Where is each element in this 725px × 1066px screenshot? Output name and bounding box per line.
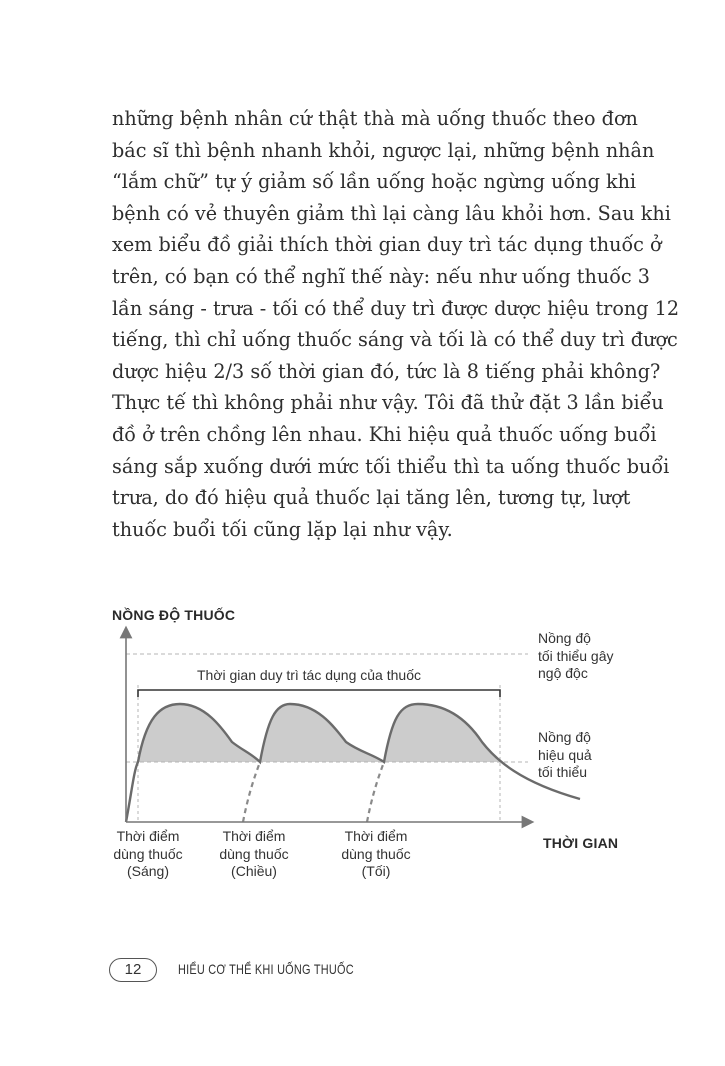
paragraph-line: bác sĩ thì bệnh nhanh khỏi, ngược lại, những bệnh nhân [112, 138, 655, 162]
paragraph-line: bệnh có vẻ thuyên giảm thì lại càng lâu khỏi hơn. Sau khi [112, 201, 671, 225]
paragraph-line: Thực tế thì không phải như vậy. Tôi đã thử đặt 3 lần biểu [112, 391, 664, 415]
dose-label-morning: Thời điểm dùng thuốc (Sáng) [113, 828, 183, 879]
dose-rise-3 [367, 762, 384, 822]
paragraph-line: lần sáng - trưa - tối có thể duy trì được dược hiệu trong 12 [112, 296, 680, 320]
dose-label-evening: Thời điểm dùng thuốc (Tối) [341, 828, 411, 879]
paragraph-line: tiếng, thì chỉ uống thuốc sáng và tối là có thể duy trì được [112, 328, 678, 352]
x-axis-label: THỜI GIAN [543, 835, 619, 851]
effect-area-3 [384, 704, 500, 762]
paragraph-line: dược hiệu 2/3 số thời gian đó, tức là 8 tiếng phải không? [112, 359, 661, 383]
dose-label-afternoon: Thời điểm dùng thuốc (Chiều) [219, 828, 289, 879]
body-paragraph [112, 103, 680, 545]
duration-brace [138, 690, 500, 697]
running-title: HIỂU CƠ THỂ KHI UỐNG THUỐC [178, 961, 354, 977]
toxic-level-label: Nồng độ tối thiểu gây ngộ độc [538, 630, 614, 681]
duration-label: Thời gian duy trì tác dụng của thuốc [197, 667, 421, 683]
paragraph-line: trưa, do đó hiệu quả thuốc lại tăng lên, tương tự, lượt [112, 486, 631, 510]
effective-level-label: Nồng độ hiệu quả tối thiểu [538, 729, 592, 780]
paragraph-line: đồ ở trên chồng lên nhau. Khi hiệu quả thuốc uống buổi [112, 422, 657, 446]
paragraph-line: trên, có bạn có thể nghĩ thế này: nếu như uống thuốc 3 [112, 264, 650, 288]
paragraph-line: “lắm chữ” tự ý giảm số lần uống hoặc ngừng uống khi [112, 170, 637, 194]
dose-rise-2 [243, 762, 260, 822]
paragraph-line: sáng sắp xuống dưới mức tối thiểu thì ta uống thuốc buổi [112, 454, 670, 478]
y-axis-label: NỒNG ĐỘ THUỐC [112, 607, 236, 623]
paragraph-line: thuốc buổi tối cũng lặp lại như vậy. [112, 517, 453, 541]
paragraph-line: những bệnh nhân cứ thật thà mà uống thuốc theo đơn [112, 107, 638, 130]
page-number: 12 [109, 958, 157, 982]
drug-concentration-diagram [0, 600, 725, 900]
paragraph-line: xem biểu đồ giải thích thời gian duy trì tác dụng thuốc ở [112, 233, 662, 257]
